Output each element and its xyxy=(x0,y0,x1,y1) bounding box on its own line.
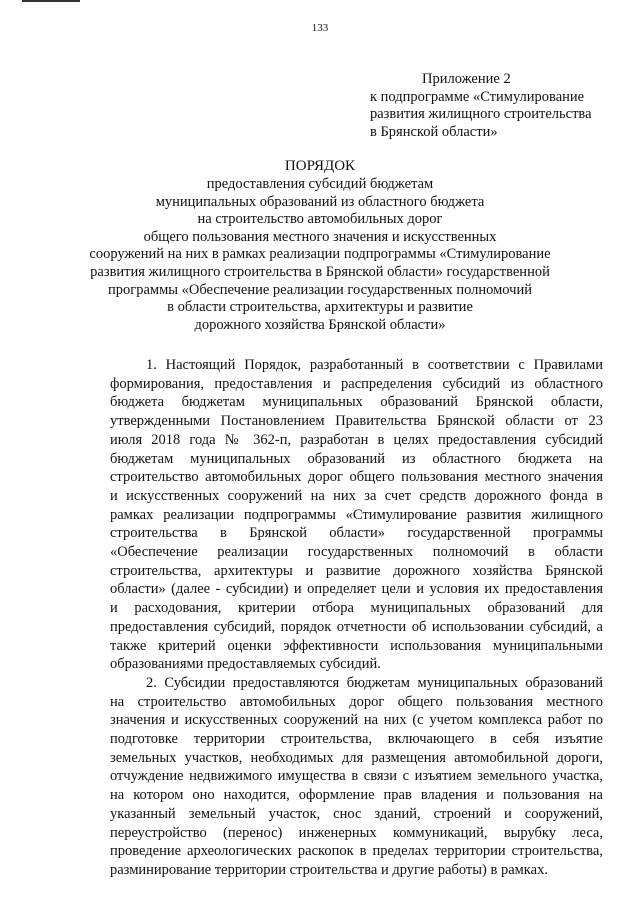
body-line: бюджета бюджетам муниципальных образований Брянской области, xyxy=(110,394,603,411)
subtitle-line: сооружений на них в рамках реализации подпрограммы «Стимулирование xyxy=(89,246,551,263)
body-line: на котором оно находится, оформление прав владения и пользования на xyxy=(110,787,603,804)
body-line: образованиями предоставляемых субсидий. xyxy=(110,656,381,673)
appendix-line: Приложение 2 xyxy=(422,71,511,87)
subtitle-line: общего пользования местного значения и искусственных xyxy=(143,228,497,245)
body-line: рамках реализации подпрограммы «Стимулирование развития жилищного xyxy=(110,506,603,523)
body-line: строительства, архитектуры и развитие дорожного хозяйства Брянской xyxy=(110,562,603,579)
body-line: отчуждение недвижимого имущества в связи с изъятием земельного участка, xyxy=(110,768,603,785)
body-line: бюджетам муниципальных образований из областного бюджета на xyxy=(110,450,603,467)
subtitle-line: дорожного хозяйства Брянской области» xyxy=(194,316,446,333)
appendix-line: развития жилищного строительства xyxy=(370,106,592,122)
subtitle-line: развития жилищного строительства в Брянской области» государственной xyxy=(90,263,550,280)
body-line: строительство автомобильных дорог общего пользования местного значения xyxy=(110,469,603,486)
body-line: и искусственных сооружений на них за счет средств дорожного фонда в xyxy=(110,487,603,504)
subtitle-line: предоставления субсидий бюджетам xyxy=(206,176,434,192)
body-line: также критерий оценки эффективности использования муниципальными xyxy=(110,637,603,654)
body-line: утвержденными Постановлением Правительства Брянской области от 23 xyxy=(110,413,603,430)
top-edge-rule xyxy=(22,0,80,2)
document-title: ПОРЯДОК xyxy=(284,158,356,174)
body-line: 2. Субсидии предоставляются бюджетам муниципальных образований xyxy=(146,674,603,691)
subtitle-line: в области строительства, архитектуры и развитие xyxy=(167,299,473,316)
body-line: значения и искусственных сооружений на них (с учетом комплекса работ по xyxy=(110,712,603,729)
appendix-line: в Брянской области» xyxy=(370,123,498,140)
page-number: 133 xyxy=(311,22,329,34)
paragraph-2 xyxy=(110,674,603,880)
body-line: июля 2018 года № 362-п, разработан в целях предоставления субсидий xyxy=(110,431,603,448)
body-line: земельных участков, необходимых для размещения автомобильной дороги, xyxy=(110,749,603,766)
subtitle-line: на строительство автомобильных дорог xyxy=(197,211,443,228)
body-line: области» (далее - субсидии) и определяет цели и условия их предоставления xyxy=(110,581,603,598)
body-line: переустройство (перенос) инженерных коммуникаций, вырубку леса, xyxy=(110,824,603,841)
subtitle-line: муниципальных образований из областного бюджета xyxy=(155,193,485,210)
subtitle-line: программы «Обеспечение реализации государственных полномочий xyxy=(108,281,532,298)
body-line: 1. Настоящий Порядок, разработанный в соответствии с Правилами xyxy=(146,357,603,373)
body-line: подготовке территории строительства, включающего в себя изъятие xyxy=(110,731,603,748)
body-line: и расходования, критерии отбора муниципальных образований для xyxy=(110,600,603,617)
body-line: «Обеспечение реализации государственных полномочий в области xyxy=(110,544,603,561)
body-line: указанный земельный участок, снос зданий, строений и сооружений, xyxy=(110,805,603,822)
paragraph-1 xyxy=(110,356,603,674)
body-line: на строительство автомобильных дорог общего пользования местного xyxy=(110,693,603,710)
body-line: проведение археологических раскопок в пределах территории строительства, xyxy=(110,843,603,860)
appendix-reference xyxy=(370,71,592,141)
body-line: формирования, предоставления и распределения субсидий из областного xyxy=(110,375,603,392)
body-line: строительства в Брянской области» государственной программы xyxy=(110,525,603,542)
appendix-line: к подпрограмме «Стимулирование xyxy=(370,88,585,105)
document-subtitle xyxy=(0,176,640,334)
document-body xyxy=(110,356,603,880)
body-line: разминирование территории строительства и другие работы) в рамках. xyxy=(110,861,548,878)
body-line: предоставления субсидий, порядок отчетности об использовании субсидий, а xyxy=(110,618,603,635)
